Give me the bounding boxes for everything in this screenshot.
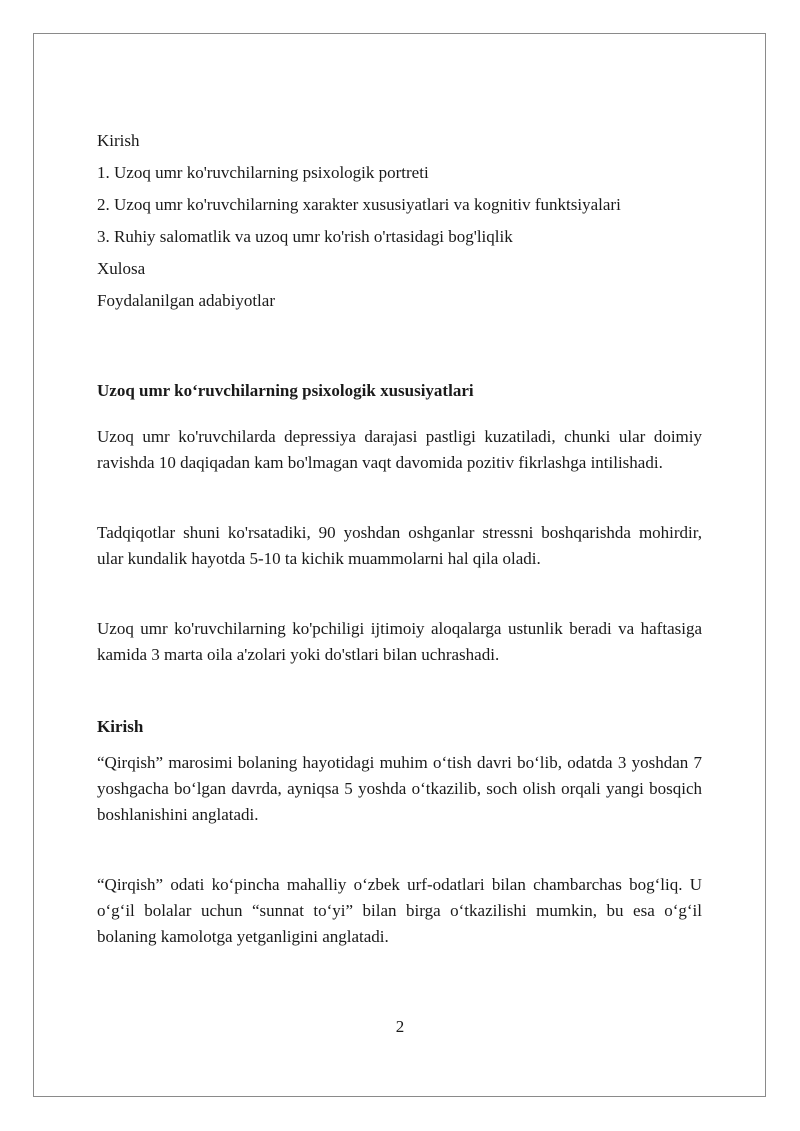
paragraph: “Qirqish” odati koʻpincha mahalliy oʻzbek urf-odatlari bilan chambarchas bogʻliq. U oʻgʻil bolalar uchun “sunnat toʻyi” bilan birga oʻtkazilishi mumkin, bu esa oʻgʻil bolaning kamolotga yetganligini anglatadi. <box>97 875 702 946</box>
table-of-contents <box>97 128 702 314</box>
section-heading: Kirish <box>97 717 144 736</box>
toc-item-3: 3. Ruhiy salomatlik va uzoq umr ko'rish o'rtasidagi bog'liqlik <box>97 227 513 246</box>
paragraph: Uzoq umr ko'ruvchilarda depressiya darajasi pastligi kuzatiladi, chunki ular doimiy ravishda 10 daqiqadan kam bo'lmagan vaqt davomida pozitiv fikrlashga intilishadi. <box>97 427 702 472</box>
paragraph: Uzoq umr ko'ruvchilarning ko'pchiligi ijtimoiy aloqalarga ustunlik beradi va haftasiga kamida 3 marta oila a'zolari yoki do'stlari bilan uchrashadi. <box>97 619 702 664</box>
paragraph: Tadqiqotlar shuni ko'rsatadiki, 90 yoshdan oshganlar stressni boshqarishda mohirdir, ular kundalik hayotda 5-10 ta kichik muammolarni hal qila oladi. <box>97 523 702 568</box>
paragraph: “Qirqish” marosimi bolaning hayotidagi muhim oʻtish davri boʻlib, odatda 3 yoshdan 7 yoshgacha boʻlgan davrda, ayniqsa 5 yoshda oʻtkazilib, soch olish orqali yangi bosqich boshlanishini anglatadi. <box>97 753 702 824</box>
toc-item-conclusion: Xulosa <box>97 259 146 278</box>
page-number: 2 <box>395 1017 405 1036</box>
section-heading: Uzoq umr koʻruvchilarning psixologik xususiyatlari <box>97 381 474 400</box>
toc-item-1: 1. Uzoq umr ko'ruvchilarning psixologik portreti <box>97 163 429 182</box>
toc-item-intro: Kirish <box>97 131 140 150</box>
toc-item-2: 2. Uzoq umr ko'ruvchilarning xarakter xususiyatlari va kognitiv funktsiyalari <box>97 195 621 214</box>
toc-item-references: Foydalanilgan adabiyotlar <box>97 291 275 310</box>
document-body <box>97 128 702 950</box>
